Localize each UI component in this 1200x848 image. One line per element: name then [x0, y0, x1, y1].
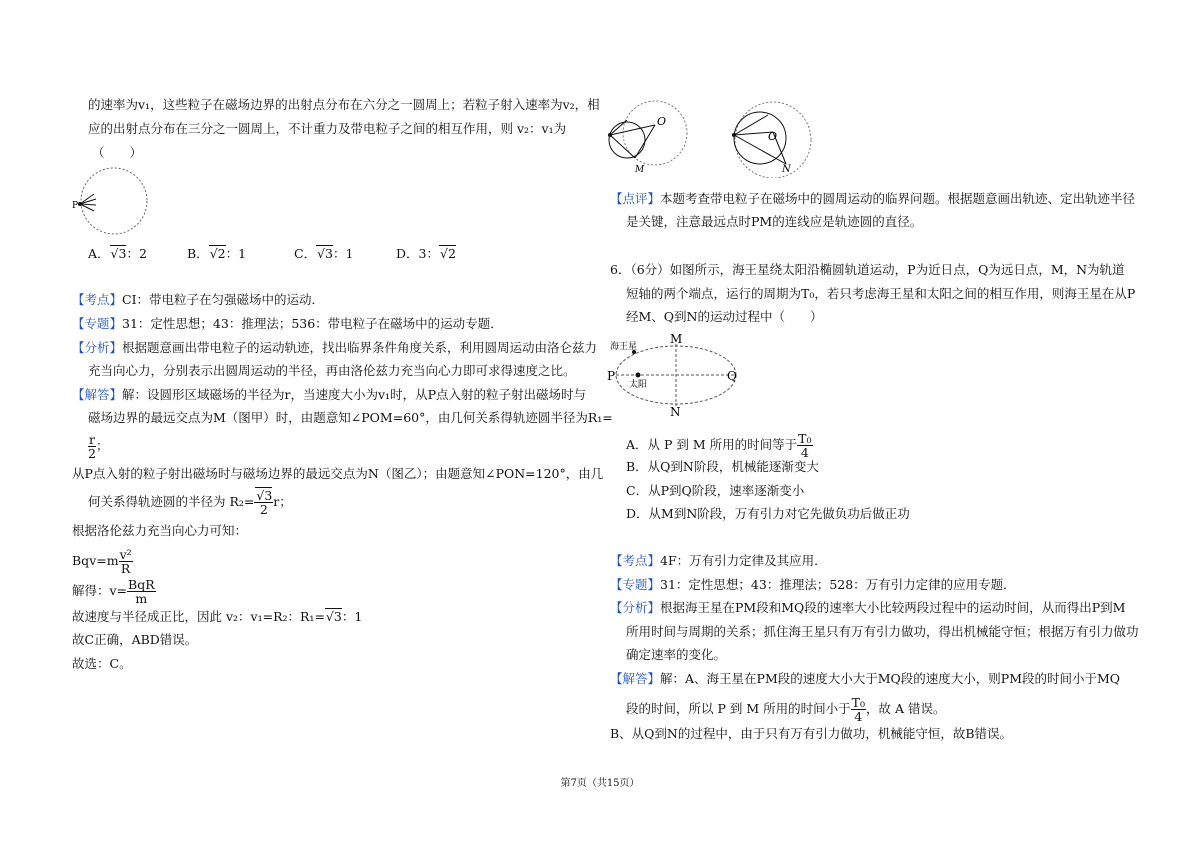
left-jieda-9: 故速度与半径成正比，因此 v₂：v₁=R₂：R₁=√3：1: [72, 609, 363, 624]
figure-yi: [728, 100, 813, 178]
right-fenxi: 【分析】根据海王星在PM段和MQ段的速率大小比较两段过程中的运动时间，从而得出P到M: [610, 600, 1126, 615]
frac-r-over-2: $\frac{r}{2}$ ；: [88, 432, 109, 461]
orbit-m-label: M: [670, 332, 683, 346]
right-jieda-3: B、从Q到N的过程中，由于只有万有引力做功，机械能守恒，故B错误。: [610, 726, 1013, 741]
intro-line-1: 的速率为v₁，这些粒子在磁场边界的出射点分布在六分之一圆周上；若粒子射入速率为v₂，相: [88, 97, 600, 112]
left-zhuanti: 【专题】31：定性思想；43：推理法；536：带电粒子在磁场中的运动专题．: [72, 316, 503, 331]
right-dianping: 【点评】本题考查带电粒子在磁场中的圆周运动的临界问题。根据题意画出轨迹、定出轨迹半径: [610, 191, 1136, 206]
left-jieda-10: 故C正确，ABD错误。: [72, 632, 198, 647]
q6-line-3: 经M、Q到N的运动过程中（ ）: [626, 309, 823, 324]
orbit-p-label: P: [607, 369, 616, 383]
formula-v: 解得：v= $\frac{\text{BqR}}{m}$: [72, 577, 155, 606]
left-jieda-4: 从P点入射的粒子射出磁场时与磁场边界的最远交点为N（图乙）；由题意知∠PON=120°，由几: [72, 466, 604, 481]
fig2-o-label: O: [768, 130, 778, 143]
q6-option-a: A．从 P 到 M 所用的时间等于 $\frac{\text{T₀}}{4}$: [626, 431, 812, 460]
right-jieda: 【解答】解：A、海王星在PM段的速度大小大于MQ段的速度大小，则PM段的时间小于MQ: [610, 671, 1121, 686]
fig1-o-label: O: [657, 115, 667, 128]
fig2-n-label: N: [782, 164, 791, 175]
option-b: B．√2：1: [187, 246, 247, 261]
right-kaodian: 【考点】4F：万有引力定律及其应用．: [610, 553, 827, 568]
q6-line-2: 短轴的两个端点，运行的周期为T₀，若只考虑海王星和太阳之间的相互作用，则海王星在从P: [626, 286, 1136, 301]
formula-bqv: Bqv=m $\frac{\text{v²}}{R}$: [72, 547, 132, 576]
right-fenxi-2: 所用时间与周期的关系；抓住海王星只有万有引力做功，得出机械能守恒；根据万有引力做功: [626, 624, 1139, 639]
left-fenxi-2: 充当向心力，分别表示出圆周运动的半径，再由洛伦兹力充当向心力即可求得速度之比。: [88, 363, 576, 378]
q6-option-b: B．从Q到N阶段，机械能逐渐变大: [626, 459, 819, 474]
option-d: D．3：√2: [396, 246, 456, 261]
intro-line-3: （ ）: [92, 145, 143, 160]
right-jieda-2: 段的时间，所以 P 到 M 所用的时间小于 $\frac{\text{T₀}}{4}$ ，故 A 错误。: [626, 695, 946, 724]
left-fenxi: 【分析】根据题意画出带电粒子的运动轨迹，找出临界条件角度关系，利用圆周运动由洛仑兹力: [72, 340, 598, 355]
right-dianping-2: 是关键，注意最远点时PM的连线应是轨迹圆的直径。: [626, 214, 923, 229]
magnetic-field-small-figure: [70, 166, 155, 238]
right-fenxi-3: 确定速率的变化。: [626, 647, 727, 662]
orbit-figure: [606, 330, 746, 418]
orbit-sun-label: 太阳: [629, 380, 648, 390]
orbit-n-label: N: [670, 405, 681, 418]
page-footer: 第7页（共15页）: [560, 778, 640, 789]
left-kaodian: 【考点】CI：带电粒子在匀强磁场中的运动．: [72, 292, 325, 307]
q6-option-d: D．从M到N阶段，万有引力对它先做负功后做正功: [626, 506, 910, 521]
left-jieda: 【解答】解：设圆形区域磁场的半径为r，当速度大小为v₁时，从P点入射的粒子射出磁场时与: [72, 387, 586, 402]
small-figure-p-label: P: [72, 201, 79, 211]
left-jieda-11: 故选：C。: [72, 656, 132, 671]
option-a: A．√3：2: [88, 246, 147, 261]
option-c: C．√3：1: [294, 246, 354, 261]
left-jieda-5: 何关系得轨迹圆的半径为 R₂= $\frac{√3}{2}$ r；: [88, 488, 292, 517]
left-jieda-2: 磁场边界的最远交点为M（图甲）时，由题意知∠POM=60°，由几何关系得轨迹圆半径为R₁=: [88, 410, 613, 425]
right-zhuanti: 【专题】31：定性思想；43：推理法；528：万有引力定律的应用专题．: [610, 577, 1016, 592]
left-jieda-6: 根据洛伦兹力充当向心力可知：: [72, 523, 248, 538]
orbit-q-label: Q: [727, 369, 737, 383]
q6-line-1: 6．（6分）如图所示，海王星绕太阳沿椭圆轨道运动，P为近日点，Q为远日点，M，N为轨道: [610, 262, 1125, 277]
orbit-planet-label: 海王星: [610, 342, 638, 352]
figure-jia: [605, 100, 690, 178]
q6-option-c: C．从P到Q阶段，速率逐渐变小: [626, 483, 805, 498]
fig1-m-label: M: [635, 165, 645, 175]
intro-line-2: 应的出射点分布在三分之一圆周上，不计重力及带电粒子之间的相互作用，则 v₂：v₁为: [88, 121, 567, 136]
